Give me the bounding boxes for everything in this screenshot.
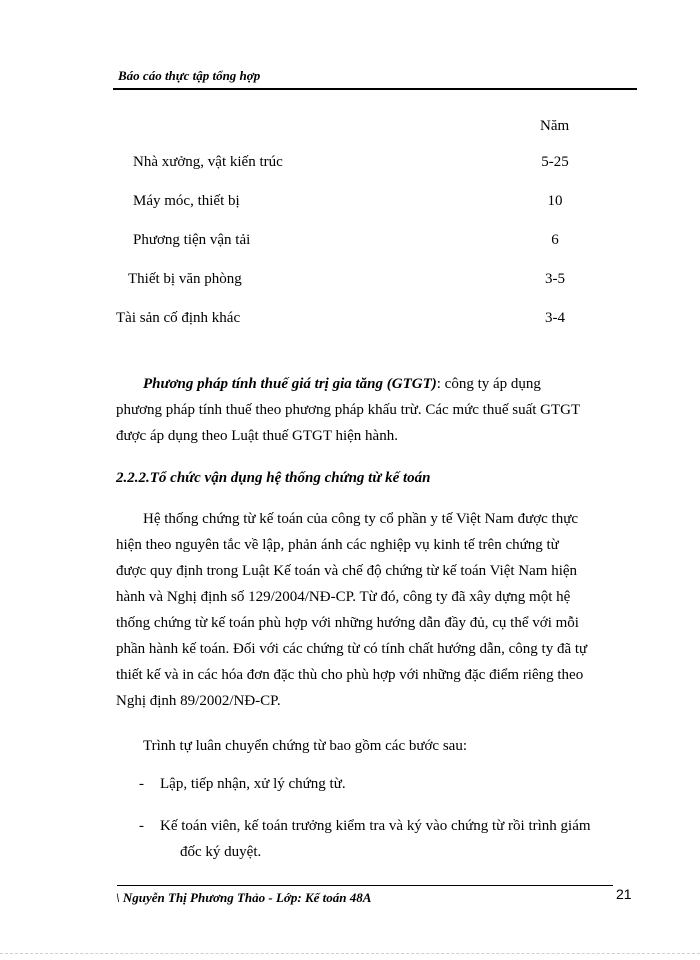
footer-divider [117, 885, 613, 886]
vat-method-lead: Phương pháp tính thuế giá trị gia tăng (GTGT) [143, 376, 437, 392]
table-row-value: 3-4 [545, 310, 565, 326]
vat-method-paragraph [116, 371, 634, 449]
table-row-value: 5-25 [541, 154, 569, 170]
table-row-label: Tài sản cố định khác [116, 310, 241, 326]
body-line: được quy định trong Luật Kế toán và chế độ chứng từ kế toán Việt Nam hiện [116, 563, 578, 579]
body-line: thiết kế và in các hóa đơn đặc thù cho phù hợp với những đặc điểm riêng theo [116, 667, 584, 683]
vat-line-3: được áp dụng theo Luật thuế GTGT hiện hành. [116, 428, 398, 444]
running-header: Báo cáo thực tập tổng hợp [118, 68, 261, 83]
header-divider [113, 88, 637, 90]
body-line: phần hành kế toán. Đối với các chứng từ có tính chất hướng dẫn, công ty đã tự [116, 641, 588, 657]
table-row-label: Máy móc, thiết bị [133, 193, 240, 209]
bullet-marker: - [139, 818, 144, 834]
body-line: Nghị định 89/2002/NĐ-CP. [116, 693, 281, 709]
vat-line-2: phương pháp tính thuế theo phương pháp khấu trừ. Các mức thuế suất GTGT [116, 402, 581, 418]
table-column-header: Năm [540, 118, 570, 134]
page-number: 21 [616, 886, 632, 902]
vat-line-1 [116, 371, 634, 397]
bullet-marker: - [139, 776, 144, 792]
sequence-item [160, 813, 636, 865]
table-row-label: Thiết bị văn phòng [128, 271, 242, 287]
table-row-value: 6 [551, 232, 559, 248]
body-line: hiện theo nguyên tắc về lập, phản ánh các nghiệp vụ kinh tế trên chứng từ [116, 537, 559, 553]
section-heading: 2.2.2.Tổ chức vận dụng hệ thống chứng từ kế toán [116, 470, 431, 486]
sequence-item-line: Kế toán viên, kế toán trưởng kiểm tra và ký vào chứng từ rồi trình giám [160, 818, 591, 834]
body-line: hành và Nghị định số 129/2004/NĐ-CP. Từ đó, công ty đã xây dựng một hệ [116, 589, 571, 605]
table-row-label: Nhà xưởng, vật kiến trúc [133, 154, 283, 170]
body-line: Hệ thống chứng từ kế toán của công ty cổ phần y tế Việt Nam được thực [143, 511, 578, 527]
vat-method-text: : công ty áp dụng [436, 376, 541, 392]
body-paragraph [116, 506, 634, 714]
body-line: thống chứng từ kế toán phù hợp với những hướng dẫn đầy đủ, cụ thể với mỗi [116, 615, 579, 631]
table-row-label: Phương tiện vận tải [133, 232, 251, 248]
sequence-intro: Trình tự luân chuyển chứng từ bao gồm các bước sau: [143, 738, 468, 754]
table-row-value: 10 [547, 193, 563, 209]
table-row-value: 3-5 [545, 271, 565, 287]
footer-author: \ Nguyễn Thị Phương Thảo - Lớp: Kế toán 48A [116, 890, 372, 905]
sequence-item-line: đốc ký duyệt. [180, 844, 262, 860]
page-bottom-border [0, 953, 700, 954]
sequence-item: Lập, tiếp nhận, xử lý chứng từ. [160, 776, 346, 792]
